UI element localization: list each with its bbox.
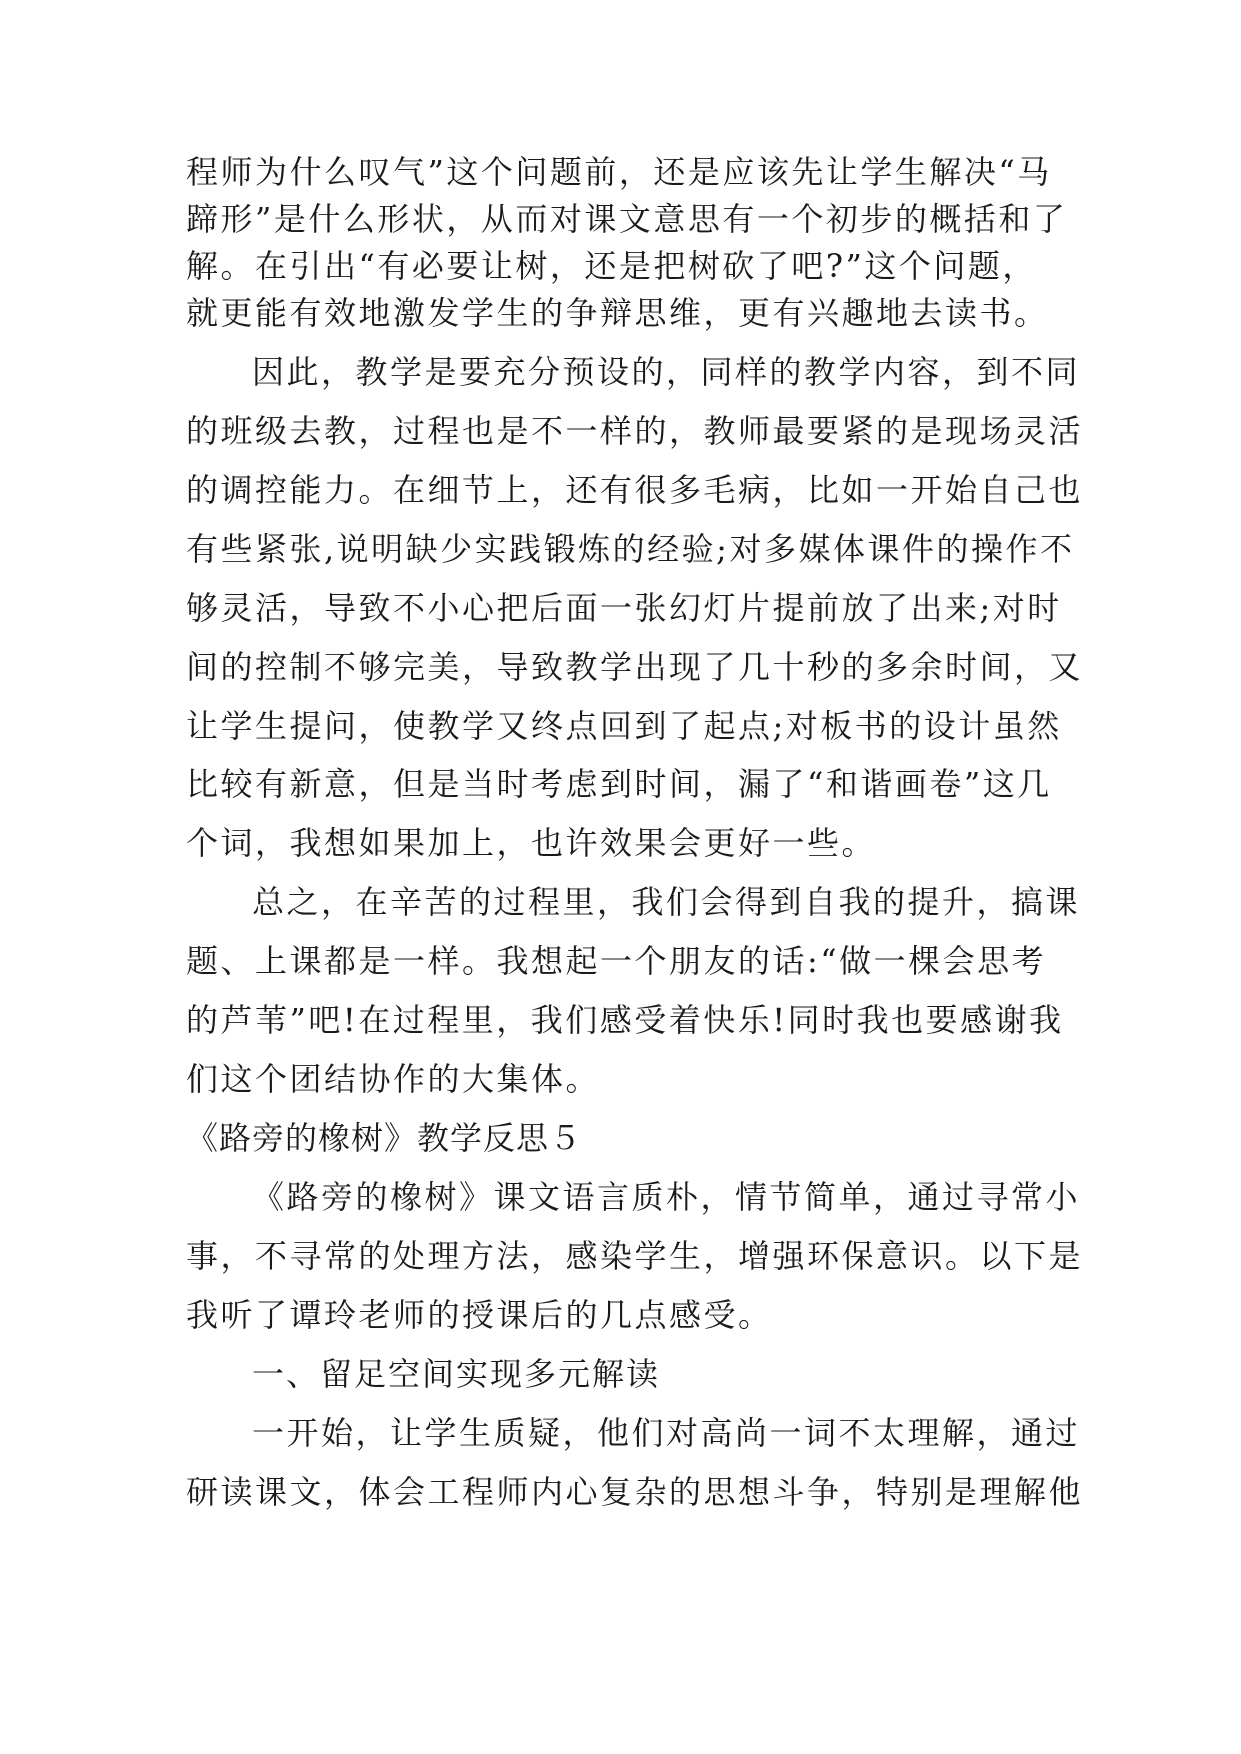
body-text-line: 研读课文，体会工程师内心复杂的思想斗争，特别是理解他 xyxy=(186,1473,1084,1511)
paragraph-first-line: 《路旁的橡树》课文语言质朴，情节简单，通过寻常小 xyxy=(252,1178,1081,1216)
body-text-line: 事，不寻常的处理方法，感染学生，增强环保意识。以下是 xyxy=(186,1237,1084,1275)
section-title: 《路旁的橡树》教学反思５ xyxy=(186,1119,583,1157)
body-text-line: 我听了谭玲老师的授课后的几点感受。 xyxy=(186,1296,773,1334)
body-text-line: 题、上课都是一样。我想起一个朋友的话:“做一棵会思考 xyxy=(186,942,1047,980)
body-text-line: 个词，我想如果加上，也许效果会更好一些。 xyxy=(186,824,877,862)
body-text-line: 有些紧张,说明缺少实践锻炼的经验;对多媒体课件的操作不 xyxy=(186,530,1075,568)
body-text-line: 解。在引出“有必要让树，还是把树砍了吧?”这个问题， xyxy=(186,247,1037,285)
body-text-line: 蹄形”是什么形状，从而对课文意思有一个初步的概括和了 xyxy=(186,200,1068,238)
body-text-line: 比较有新意，但是当时考虑到时间，漏了“和谐画卷”这几 xyxy=(186,765,1052,803)
subsection-title: 一、留足空间实现多元解读 xyxy=(252,1355,661,1393)
body-text-line: 们这个团结协作的大集体。 xyxy=(186,1060,601,1098)
body-text-line: 间的控制不够完美，导致教学出现了几十秒的多余时间，又 xyxy=(186,648,1084,686)
body-text-line: 够灵活，导致不小心把后面一张幻灯片提前放了出来;对时 xyxy=(186,589,1062,627)
body-text-line: 就更能有效地激发学生的争辩思维，更有兴趣地去读书。 xyxy=(186,294,1049,332)
paragraph-first-line: 因此，教学是要充分预设的，同样的教学内容，到不同 xyxy=(252,353,1081,391)
body-text-line: 的班级去教，过程也是不一样的，教师最要紧的是现场灵活 xyxy=(186,412,1084,450)
body-text-line: 让学生提问，使教学又终点回到了起点;对板书的设计虽然 xyxy=(186,707,1062,745)
paragraph-first-line: 一开始，让学生质疑，他们对高尚一词不太理解，通过 xyxy=(252,1414,1081,1452)
body-text-line: 程师为什么叹气”这个问题前，还是应该先让学生解决“马 xyxy=(186,153,1052,191)
paragraph-first-line: 总之，在辛苦的过程里，我们会得到自我的提升，搞课 xyxy=(252,883,1081,921)
body-text-line: 的芦苇”吧!在过程里，我们感受着快乐!同时我也要感谢我 xyxy=(186,1001,1064,1039)
body-text-line: 的调控能力。在细节上，还有很多毛病，比如一开始自己也 xyxy=(186,471,1084,509)
